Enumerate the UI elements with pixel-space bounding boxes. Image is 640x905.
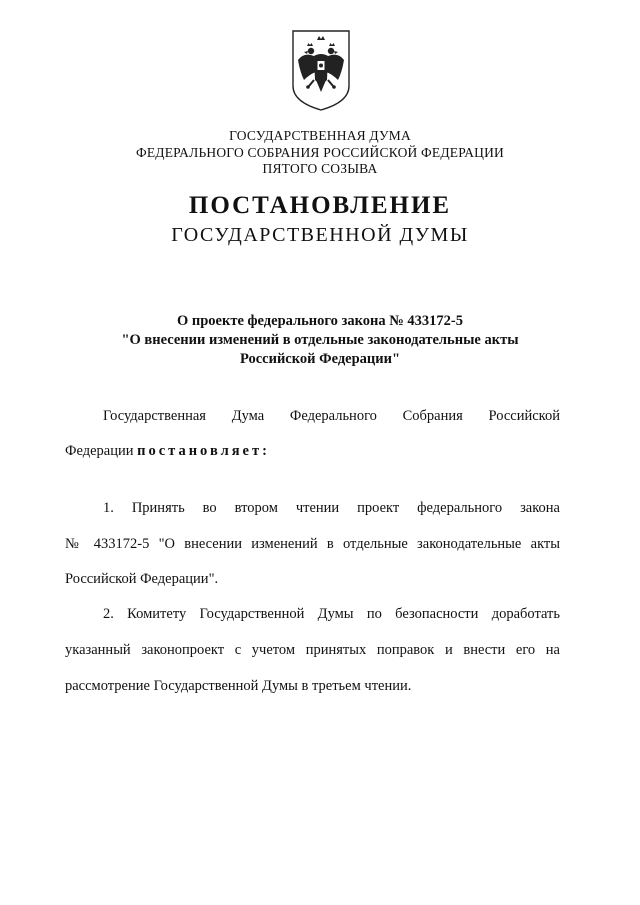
resolution-subject	[0, 312, 640, 369]
preamble-prefix: Федерации	[65, 443, 138, 459]
subject-line-3: Российской Федерации"	[239, 351, 401, 367]
double-headed-eagle-emblem	[290, 28, 352, 112]
subject-line-1: О проекте федерального закона № 433172-5	[176, 313, 464, 329]
item2-line-1: 2. Комитету Государственной Думы по безопасности доработать	[103, 606, 560, 622]
org-line-1: ГОСУДАРСТВЕННАЯ ДУМА	[229, 128, 411, 143]
item2-line-2: указанный законопроект с учетом принятых поправок и внести его на	[65, 642, 560, 658]
document-type-title: ПОСТАНОВЛЕНИЕ	[188, 192, 452, 219]
decree-keyword: постановляет:	[137, 443, 270, 459]
org-line-2: ФЕДЕРАЛЬНОГО СОБРАНИЯ РОССИЙСКОЙ ФЕДЕРАЦИИ	[136, 144, 504, 160]
preamble-line-1: Государственная Дума Федерального Собрания Российской	[103, 408, 560, 424]
item1-line-1: 1. Принять во втором чтении проект федерального закона	[103, 500, 560, 516]
item1-line-3: Российской Федерации".	[65, 571, 219, 587]
preamble-line-2	[65, 443, 560, 460]
document-type-subtitle: ГОСУДАРСТВЕННОЙ ДУМЫ	[171, 224, 469, 246]
issuing-body	[0, 128, 640, 178]
item1-line-2: № 433172-5 "О внесении изменений в отдельные законодательные акты	[65, 536, 560, 552]
org-line-3: ПЯТОГО СОЗЫВА	[262, 161, 378, 176]
item2-line-3: рассмотрение Государственной Думы в третьем чтении.	[65, 678, 412, 694]
subject-line-2: "О внесении изменений в отдельные законодательные акты	[121, 332, 519, 348]
